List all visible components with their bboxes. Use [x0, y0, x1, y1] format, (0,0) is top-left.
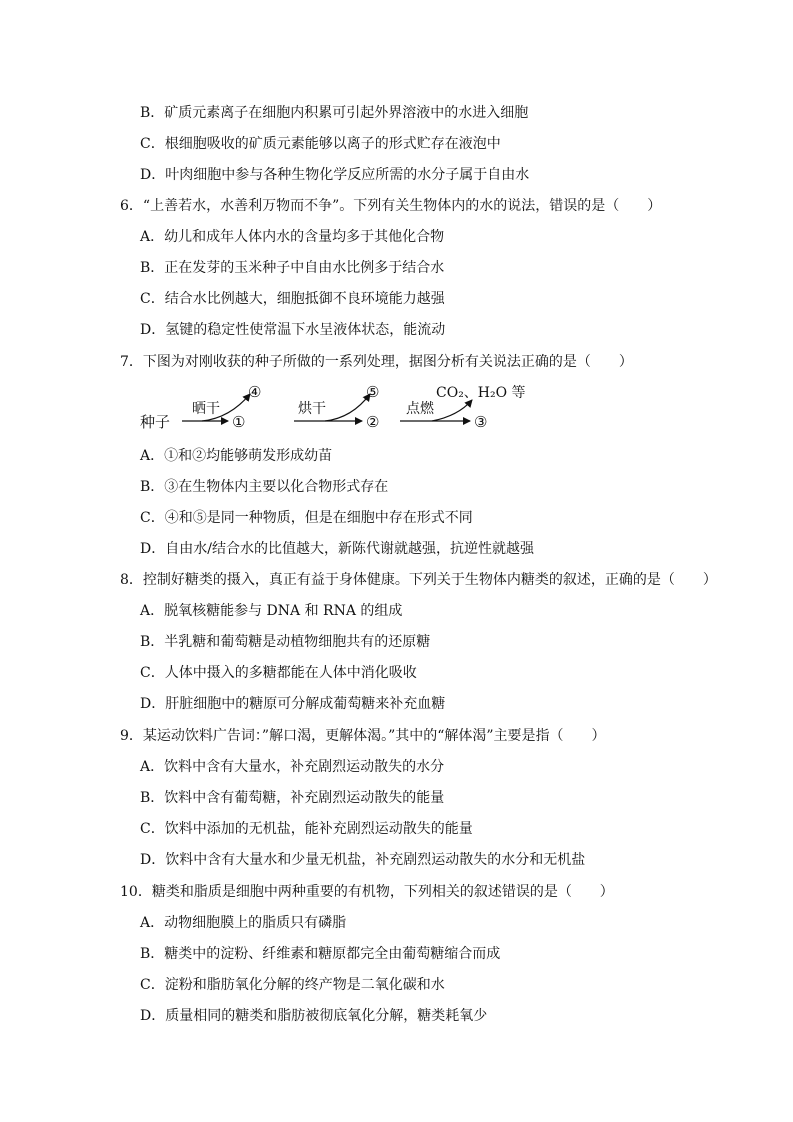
q8-option-c: C．人体中摄入的多糖都能在人体中消化吸收	[140, 665, 417, 681]
seed-processing-diagram	[140, 380, 560, 434]
q8-option-b: B．半乳糖和葡萄糖是动植物细胞共有的还原糖	[140, 634, 431, 650]
label-product-1: ①	[232, 413, 246, 431]
label-branch-5: ⑤	[366, 383, 380, 401]
label-burn: 点燃	[406, 401, 434, 417]
q6-option-c: C．结合水比例越大，细胞抵御不良环境能力越强	[140, 291, 445, 307]
branch-arrow-3	[432, 400, 472, 421]
q6-stem: 6．“上善若水，水善利万物而不争”。下列有关生物体内的水的说法，错误的是（ ）	[120, 198, 662, 214]
q7-stem: 7．下图为对刚收获的种子所做的一系列处理，据图分析有关说法正确的是（ ）	[120, 354, 633, 370]
q9-option-a: A．饮料中含有大量水，补充剧烈运动散失的水分	[140, 759, 445, 775]
q8-option-d: D．肝脏细胞中的糖原可分解成葡萄糖来补充血糖	[140, 696, 446, 712]
q10-option-c: C．淀粉和脂肪氧化分解的终产物是二氧化碳和水	[140, 977, 445, 993]
q9-option-d: D．饮料中含有大量水和少量无机盐，补充剧烈运动散失的水分和无机盐	[140, 852, 586, 868]
label-product-3: ③	[474, 413, 488, 431]
q9-stem: 9．某运动饮料广告词：”解口渴，更解体渴。”其中的“解体渴”主要是指（ ）	[120, 728, 606, 744]
q8-stem: 8．控制好糖类的摄入，真正有益于身体健康。下列关于生物体内糖类的叙述，正确的是（ ）	[120, 572, 717, 588]
q6-option-b: B．正在发芽的玉米种子中自由水比例多于结合水	[140, 260, 445, 276]
q10-stem: 10．糖类和脂质是细胞中两种重要的有机物，下列相关的叙述错误的是（ ）	[120, 884, 614, 900]
q7-option-c: C．④和⑤是同一种物质，但是在细胞中存在形式不同	[140, 510, 473, 526]
label-branch-4: ④	[248, 383, 262, 401]
label-branch-co2-h2o: CO₂、H₂O 等	[436, 385, 526, 401]
q5-option-d: D．叶肉细胞中参与各种生物化学反应所需的水分子属于自由水	[140, 167, 530, 183]
label-seed: 种子	[140, 413, 171, 431]
q10-option-a: A．动物细胞膜上的脂质只有磷脂	[140, 915, 347, 931]
branch-arrow-2	[325, 394, 370, 421]
q7-option-d: D．自由水/结合水的比值越大，新陈代谢就越强，抗逆性就越强	[140, 541, 534, 557]
label-product-2: ②	[366, 413, 380, 431]
q6-option-a: A．幼儿和成年人体内水的含量均多于其他化合物	[140, 229, 445, 245]
q9-option-b: B．饮料中含有葡萄糖，补充剧烈运动散失的能量	[140, 790, 445, 806]
q6-option-d: D．氢键的稳定性使常温下水呈液体状态，能流动	[140, 322, 446, 338]
q5-option-c: C．根细胞吸收的矿质元素能够以离子的形式贮存在液泡中	[140, 136, 501, 152]
q8-option-a: A．脱氧核糖能参与 DNA 和 RNA 的组成	[140, 603, 403, 619]
label-dry: 晒干	[192, 401, 220, 417]
label-bake: 烘干	[298, 401, 326, 417]
q10-option-b: B．糖类中的淀粉、纤维素和糖原都完全由葡萄糖缩合而成	[140, 946, 501, 962]
q5-option-b: B．矿质元素离子在细胞内积累可引起外界溶液中的水进入细胞	[140, 105, 529, 121]
q10-option-d: D．质量相同的糖类和脂肪被彻底氧化分解，糖类耗氧少	[140, 1008, 488, 1024]
q7-option-b: B．③在生物体内主要以化合物形式存在	[140, 479, 389, 495]
q7-option-a: A．①和②均能够萌发形成幼苗	[140, 448, 333, 464]
q9-option-c: C．饮料中添加的无机盐，能补充剧烈运动散失的能量	[140, 821, 473, 837]
